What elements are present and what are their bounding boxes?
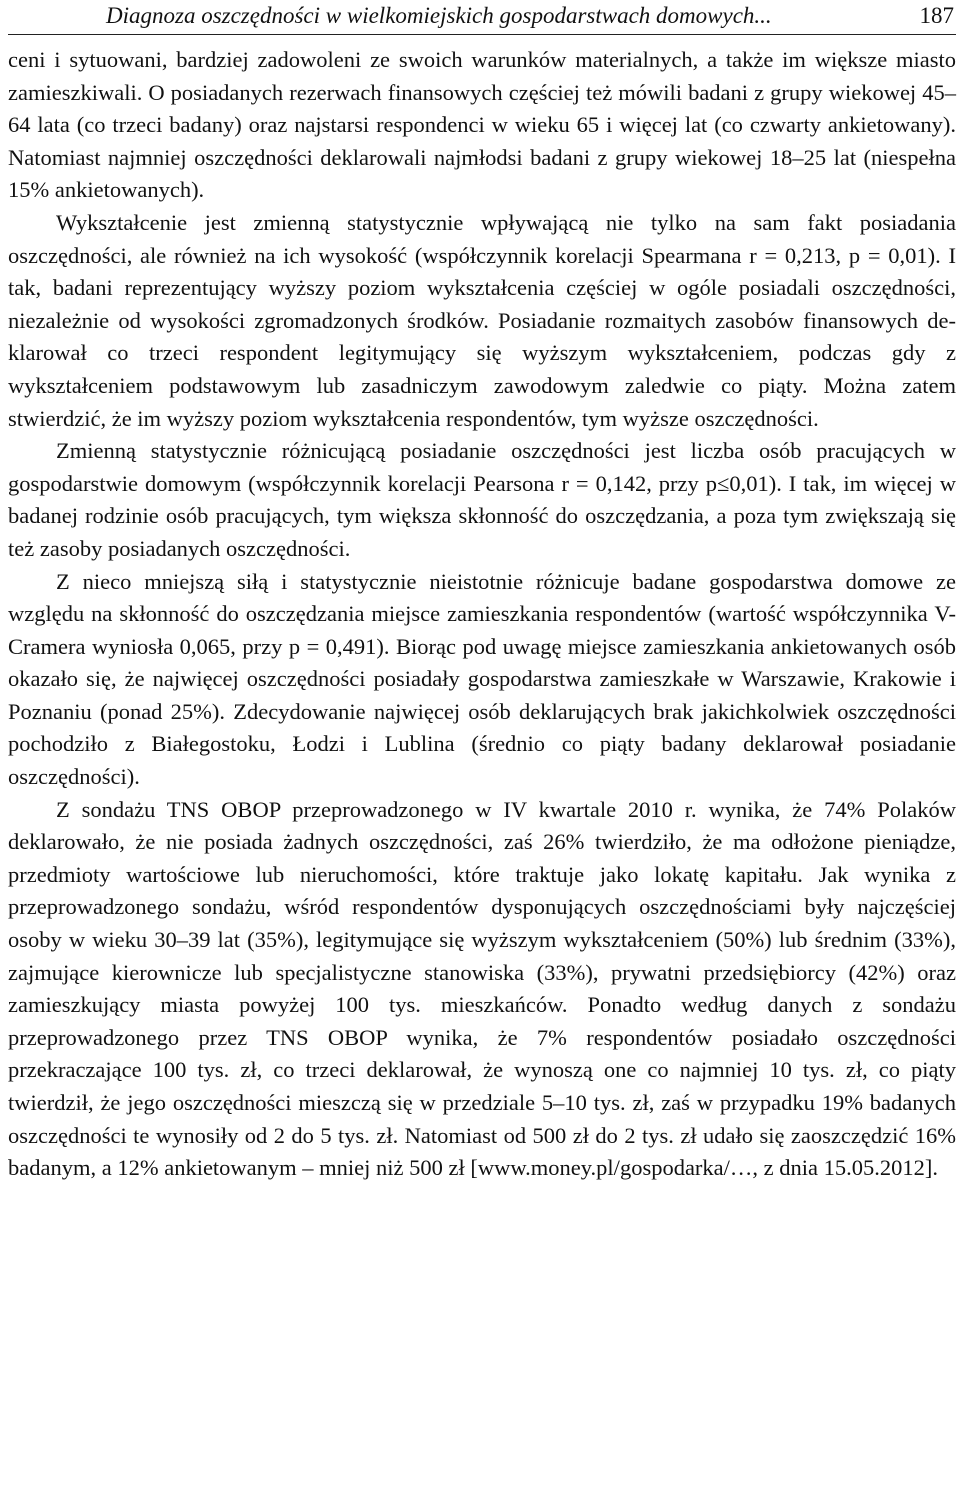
paragraph-tns-obop: Z sondażu TNS OBOP przeprowadzonego w IV kwartale 2010 r. wynika, że 74% Polaków deklarowało, że nie posiada żadnych oszczędności, zaś 26% twierdziło, że ma odłożone pieniądze, przedmioty wartościowe lub nieruchomości, które traktuje jako lokatę kapitału. Jak wynika z przeprowadzonego sondażu, wśród respondentów dysponujących oszczędnościami były najczęściej osoby w wieku 30–39 lat (35%), legitymujące się wyższym wykształceniem (50%) lub średnim (33%), zajmujące kierownicze lub specjalistyczne stanowiska (33%), prywatni przedsiębiorcy (42%) oraz zamieszkujący miasta powyżej 100 tys. mieszkańców. Ponadto według danych z sondażu przeprowadzonego przez TNS OBOP wynika, że 7% respondentów posiadało oszczędności przekraczające 100 tys. zł, co trzeci deklarował, że wynoszą one co najmniej 10 tys. zł, co piąty twierdził, że jego oszczędności mieszczą się w przedziale 5–10 tys. zł, zaś w przypadku 19% badanych oszczędności te wynosiły od 2 do 5 tys. zł. Natomiast od 500 zł do 2 tys. zł udało się zaoszczędzić 16% badanym, a 12% ankietowanym – mniej niż 500 zł [www.money.pl/gospodarka/…, z dnia 15.05.2012]. — [8, 796, 956, 1181]
page-number: 187 — [919, 3, 954, 28]
paragraph-working-persons: Zmienną statystycznie różnicującą posiadanie oszczędności jest liczba osób pracujących w gospodarstwie domowym (współczynnik korelacji Pearsona r = 0,142, przy p≤0,01). I tak, im więcej w badanej rodzinie osób pracujących, tym większa skłonność do oszczędzania, a poza tym zwiększają się też zasoby posiadanych oszczędności. — [8, 438, 956, 561]
paragraph-education: Wykształcenie jest zmienną statystycznie wpływającą nie tylko na sam fakt posiadania oszczędności, ale również na ich wysokość (współczynnik korelacji Spearmana r = 0,213, p = 0,01). I tak, badani reprezentujący wyższy poziom wykształcenia częściej w ogóle posiadali oszczędności, niezależnie od wysokości zgromadzonych środków. Posiadanie rozmaitych zasobów finansowych deklarował co trzeci respondent legitymujący się wyższym wykształceniem, podczas gdy z wykształceniem podstawowym lub zasadniczym zawodowym zaledwie co piąty. Można zatem stwierdzić, że im wyższy poziom wykształcenia respondentów, tym wyższe oszczędności. — [8, 209, 956, 431]
running-title: Diagnoza oszczędności w wielkomiejskich gospodarstwach domowych... — [106, 3, 772, 28]
paragraph-residence: Z nieco mniejszą siłą i statystycznie nieistotnie różnicuje badane gospodarstwa domowe ze względu na skłonność do oszczędzania miejsce zamieszkania respondentów (wartość współczynnika V-Cramera wyniosła 0,065, przy p = 0,491). Biorąc pod uwagę miejsce zamieszkania ankietowanych osób okazało się, że najwięcej oszczędności posiadały gospodarstwa zamieszkałe w Warszawie, Krakowie i Poznaniu (ponad 25%). Zdecydowanie najwięcej osób deklarujących brak jakichkolwiek oszczędności pochodziło z Białegostoku, Łodzi i Lublina (średnio co piąty badany deklarował posiadanie oszczędności). — [8, 568, 956, 790]
paragraph-continuation: ceni i sytuowani, bardziej zadowoleni ze swoich warunków materialnych, a także im większe miasto zamieszkiwali. O posiadanych rezerwach finansowych częściej też mówili badani z grupy wiekowej 45–64 lata (co trzeci badany) oraz najstarsi respondenci w wieku 65 i więcej lat (co czwarty ankietowany). Natomiast najmniej oszczędności deklarowali najmłodsi badani z grupy wiekowej 18–25 lat (niespełna 15% ankietowanych). — [8, 47, 956, 203]
body-text — [8, 44, 956, 1185]
running-header — [8, 0, 956, 35]
